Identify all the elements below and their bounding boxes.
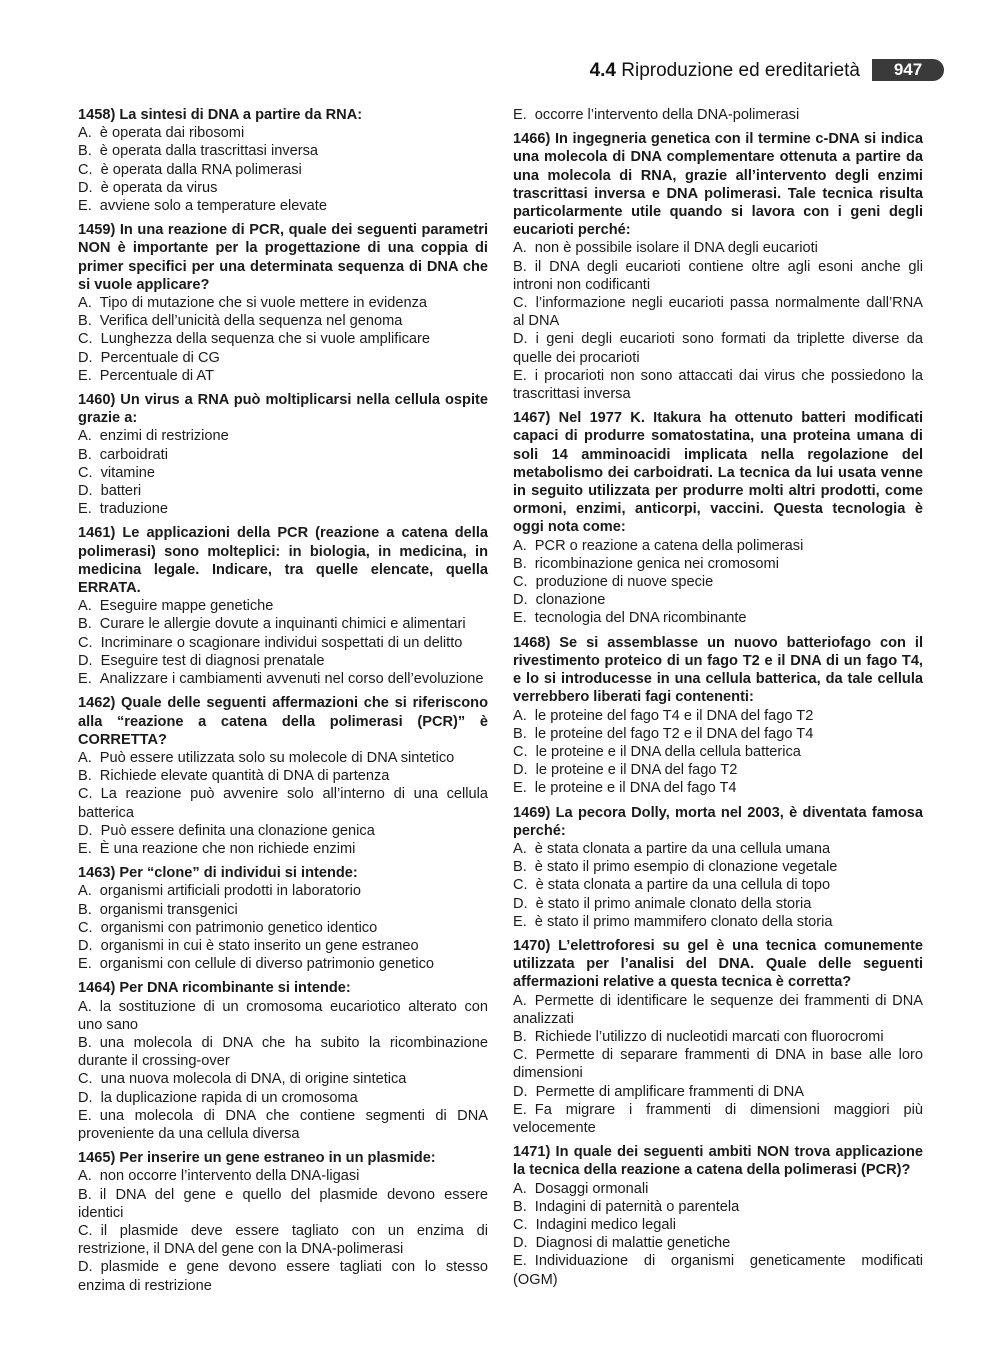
option-text: organismi con patrimonio genetico identico (100, 919, 378, 936)
answer-option (78, 294, 488, 312)
option-letter: A. (78, 598, 92, 615)
left-column (78, 106, 488, 1301)
answer-option (78, 1089, 488, 1107)
option-letter: A. (78, 883, 92, 900)
option-letter: B. (513, 725, 527, 742)
option-letter: A. (513, 1180, 527, 1197)
answer-option (78, 822, 488, 840)
option-text: carboidrati (99, 446, 168, 463)
option-letter: A. (513, 992, 527, 1009)
option-letter: E. (78, 501, 92, 518)
answer-option (513, 1101, 923, 1137)
question (78, 1149, 488, 1295)
option-text: le proteine del fago T4 e il DNA del fago T2 (534, 707, 814, 724)
option-letter: A. (78, 1168, 92, 1185)
question (513, 106, 923, 124)
option-letter: E. (513, 107, 527, 123)
question (78, 391, 488, 518)
answer-option (513, 1028, 923, 1046)
question (513, 130, 923, 403)
option-letter: D. (78, 1259, 93, 1276)
option-text: Può essere definita una clonazione genica (100, 822, 375, 839)
option-letter: D. (78, 822, 93, 839)
answer-option (513, 573, 923, 591)
option-letter: E. (513, 780, 527, 797)
question-text: 1463) Per “clone” di individui si intende: (78, 865, 358, 882)
option-text: Indagini di paternità o parentela (534, 1198, 740, 1215)
option-letter: C. (513, 1216, 528, 1233)
page-header (0, 56, 1000, 86)
answer-option (513, 1198, 923, 1216)
section-title: Riproduzione ed ereditarietà (621, 60, 860, 81)
answer-option (513, 858, 923, 876)
question (78, 694, 488, 858)
option-text: Permette di separare frammenti di DNA in base alle loro dimensioni (513, 1047, 923, 1082)
option-text: è operata dalla RNA polimerasi (100, 161, 302, 178)
option-text: è stata clonata a partire da una cellula umana (534, 840, 831, 857)
option-letter: D. (513, 1083, 528, 1100)
option-text: organismi in cui è stato inserito un gene estraneo (100, 937, 419, 954)
option-letter: C. (78, 331, 93, 348)
option-letter: E. (513, 1253, 527, 1270)
option-text: il DNA degli eucarioti contiene oltre agli esoni anche gli introni non codificanti (513, 258, 923, 293)
option-text: produzione di nuove specie (535, 574, 714, 591)
answer-option (513, 743, 923, 761)
option-text: Analizzare i cambiamenti avvenuti nel corso dell’evoluzione (99, 671, 484, 688)
option-letter: D. (78, 1089, 93, 1106)
answer-option (78, 919, 488, 937)
answer-option (78, 464, 488, 482)
question (513, 634, 923, 798)
answer-option (513, 840, 923, 858)
answer-option (78, 500, 488, 518)
answer-option (78, 749, 488, 767)
option-text: Tipo di mutazione che si vuole mettere in evidenza (99, 295, 427, 312)
question-text: 1462) Quale delle seguenti affermazioni che si riferiscono alla “reazione a catena della polimerasi (PCR)” è CORRETTA? (78, 695, 488, 748)
answer-option (78, 785, 488, 821)
option-text: Richiede elevate quantità di DNA di partenza (99, 768, 390, 785)
answer-option (78, 312, 488, 330)
option-letter: B. (513, 1198, 527, 1215)
option-letter: B. (78, 446, 92, 463)
option-letter: B. (513, 859, 527, 876)
question (513, 804, 923, 931)
option-text: PCR o reazione a catena della polimerasi (534, 537, 804, 554)
answer-option (78, 1070, 488, 1088)
option-text: le proteine e il DNA del fago T2 (535, 762, 738, 779)
option-text: è stata clonata a partire da una cellula di topo (535, 877, 831, 894)
answer-option (513, 761, 923, 779)
option-text: Può essere utilizzata solo su molecole di DNA sintetico (99, 749, 455, 766)
answer-option (513, 779, 923, 797)
option-text: Curare le allergie dovute a inquinanti chimici e alimentari (99, 616, 466, 633)
option-text: i procarioti non sono attaccati dai virus che possiedono la trascrittasi inversa (513, 367, 923, 403)
answer-option (78, 634, 488, 652)
option-text: enzimi di restrizione (99, 428, 229, 445)
option-text: è operata dalla trascrittasi inversa (99, 143, 318, 160)
question-text: 1466) In ingegneria genetica con il termine c-DNA si indica una molecola di DNA complementare ottenuta a partire da una molecola di RNA, grazie all’intervento degli enzimi trascrittasi inversa e DNA polimerasi. Tale tecnica risulta particolarmente utile quando si lavora con i geni degli eucarioti perché: (513, 131, 923, 239)
answer-option (78, 161, 488, 179)
option-letter: C. (78, 919, 93, 936)
section-heading (590, 60, 860, 82)
option-text: Fa migrare i frammenti di dimensioni maggiori più velocemente (513, 1101, 923, 1136)
question (513, 1143, 923, 1289)
answer-option (513, 609, 923, 627)
option-letter: A. (513, 707, 527, 724)
option-text: non è possibile isolare il DNA degli eucarioti (534, 240, 818, 257)
option-letter: A. (78, 749, 92, 766)
option-letter: A. (78, 125, 92, 142)
option-letter: C. (78, 464, 93, 481)
option-letter: D. (78, 349, 93, 366)
answer-option (513, 876, 923, 894)
option-text: occorre l’intervento della DNA-polimerasi (534, 107, 800, 123)
option-text: vitamine (100, 464, 155, 481)
option-text: Individuazione di organismi geneticamente modificati (OGM) (513, 1253, 923, 1288)
option-letter: E. (513, 367, 527, 384)
answer-option (513, 913, 923, 931)
answer-option (78, 349, 488, 367)
page-number: 947 (872, 59, 944, 81)
option-text: Eseguire mappe genetiche (99, 598, 274, 615)
option-text: è stato il primo esempio di clonazione vegetale (534, 859, 838, 876)
answer-option (78, 670, 488, 688)
option-letter: B. (513, 1028, 527, 1045)
answer-option (78, 955, 488, 973)
answer-option (78, 937, 488, 955)
answer-option (78, 882, 488, 900)
option-letter: B. (513, 555, 527, 572)
question-text: 1469) La pecora Dolly, morta nel 2003, è diventata famosa perché: (513, 804, 923, 839)
answer-option (78, 367, 488, 385)
option-text: le proteine e il DNA del fago T4 (534, 780, 737, 797)
option-text: plasmide e gene devono essere tagliati con lo stesso enzima di restrizione (78, 1259, 488, 1294)
answer-option (513, 895, 923, 913)
question-text: 1470) L’elettroforesi su gel è una tecnica comunemente utilizzata per l’analisi del DNA. Quale delle seguenti affermazioni relative a questa tecnica è corretta? (513, 937, 923, 991)
answer-option (513, 591, 923, 609)
option-text: è operata da virus (100, 179, 218, 196)
answer-option (78, 597, 488, 615)
option-letter: D. (78, 937, 93, 954)
option-letter: D. (513, 331, 528, 348)
answer-option (513, 1252, 923, 1288)
answer-option (78, 1034, 488, 1070)
option-text: la duplicazione rapida di un cromosoma (100, 1089, 358, 1106)
answer-option (78, 998, 488, 1034)
option-text: Indagini medico legali (535, 1216, 676, 1233)
option-letter: C. (513, 1047, 528, 1064)
option-letter: C. (78, 634, 93, 651)
option-letter: E. (78, 367, 92, 384)
answer-option (513, 1046, 923, 1082)
option-text: Verifica dell’unicità della sequenza nel genoma (99, 313, 403, 330)
option-text: Permette di identificare le sequenze dei frammenti di DNA analizzati (513, 992, 923, 1027)
option-letter: E. (78, 840, 92, 857)
option-text: il DNA del gene e quello del plasmide devono essere identici (78, 1186, 488, 1221)
option-letter: E. (513, 913, 527, 930)
question-text: 1459) In una reazione di PCR, quale dei seguenti parametri NON è importante per la progettazione di una coppia di primer specifici per una determinata sequenza di DNA che si vuole applicare? (78, 222, 488, 293)
question-text: 1467) Nel 1977 K. Itakura ha ottenuto batteri modificati capaci di produrre somatostatina, una proteina umana di soli 14 amminoacidi implicata nella regolazione del metabolismo dei carboidrati. La tecnica da lui usata venne in seguito utilizzata per produrre molti altri prodotti, come ormoni, enzimi, anticorpi, vaccini. Questa tecnologia è oggi nota come: (513, 410, 923, 536)
answer-option (513, 106, 923, 124)
option-letter: C. (513, 574, 528, 591)
answer-option (513, 294, 923, 330)
answer-option (78, 1222, 488, 1258)
answer-option (78, 615, 488, 633)
answer-option (78, 179, 488, 197)
answer-option (78, 1167, 488, 1185)
section-number: 4.4 (589, 60, 616, 81)
option-text: l’informazione negli eucarioti passa normalmente dall’RNA al DNA (513, 295, 923, 330)
option-text: il plasmide deve essere tagliato con un enzima di restrizione, il DNA del gene con la DNA-polimerasi (78, 1222, 488, 1258)
option-text: è operata dai ribosomi (99, 125, 245, 142)
question (78, 979, 488, 1143)
question-text: 1471) In quale dei seguenti ambiti NON trova applicazione la tecnica della reazione a catena della polimerasi (PCR)? (513, 1144, 923, 1179)
option-letter: D. (513, 762, 528, 779)
option-letter: E. (78, 1107, 92, 1124)
right-column (513, 106, 923, 1295)
option-letter: B. (78, 143, 92, 160)
question (513, 409, 923, 627)
answer-option (78, 427, 488, 445)
option-text: non occorre l’intervento della DNA-ligasi (99, 1168, 360, 1185)
answer-option (513, 367, 923, 403)
question (78, 524, 488, 688)
question (78, 864, 488, 973)
answer-option (513, 1180, 923, 1198)
option-letter: A. (78, 295, 92, 312)
option-text: Lunghezza della sequenza che si vuole amplificare (100, 331, 430, 348)
option-letter: C. (78, 1222, 93, 1239)
question-text: 1465) Per inserire un gene estraneo in un plasmide: (78, 1150, 436, 1167)
answer-option (78, 840, 488, 858)
option-letter: C. (78, 161, 93, 178)
option-letter: B. (513, 258, 527, 275)
answer-option (513, 555, 923, 573)
option-letter: B. (78, 901, 92, 918)
answer-option (513, 1234, 923, 1252)
answer-option (513, 725, 923, 743)
option-letter: D. (78, 179, 93, 196)
option-letter: C. (513, 877, 528, 894)
option-text: ricombinazione genica nei cromosomi (534, 555, 779, 572)
option-text: è stato il primo mammifero clonato della storia (534, 913, 833, 930)
option-letter: B. (78, 616, 92, 633)
option-letter: A. (78, 428, 92, 445)
option-letter: D. (78, 483, 93, 500)
question (78, 106, 488, 215)
answer-option (78, 197, 488, 215)
answer-option (78, 482, 488, 500)
option-letter: A. (513, 537, 527, 554)
answer-option (513, 707, 923, 725)
option-letter: D. (513, 592, 528, 609)
question (513, 937, 923, 1137)
answer-option (78, 142, 488, 160)
question-text: 1461) Le applicazioni della PCR (reazione a catena della polimerasi) sono molteplici: in biologia, in medicina, in medicina legale. Indicare, tra quelle elencate, quella ERRATA. (78, 525, 488, 597)
option-text: Richiede l’utilizzo di nucleotidi marcati con fluorocromi (534, 1028, 884, 1045)
option-text: Percentuale di CG (100, 349, 220, 366)
answer-option (513, 239, 923, 257)
option-text: tecnologia del DNA ricombinante (534, 610, 747, 627)
option-text: è stato il primo animale clonato della storia (535, 895, 812, 912)
option-letter: B. (78, 768, 92, 785)
question-text: 1464) Per DNA ricombinante si intende: (78, 980, 351, 997)
answer-option (78, 767, 488, 785)
option-letter: E. (78, 671, 92, 688)
option-text: i geni degli eucarioti sono formati da triplette diverse da quelle dei procarioti (513, 331, 923, 366)
question-text: 1458) La sintesi di DNA a partire da RNA: (78, 107, 363, 123)
answer-option (513, 258, 923, 294)
option-text: avviene solo a temperature elevate (99, 198, 327, 215)
option-letter: D. (513, 1235, 528, 1252)
answer-option (78, 1258, 488, 1294)
question-text: 1460) Un virus a RNA può moltiplicarsi nella cellula ospite grazie a: (78, 392, 488, 427)
option-letter: A. (513, 840, 527, 857)
option-letter: E. (513, 1101, 527, 1118)
option-letter: C. (78, 786, 93, 803)
option-letter: B. (78, 1186, 92, 1203)
answer-option (78, 1186, 488, 1222)
option-text: una molecola di DNA che ha subito la ricombinazione durante il crossing-over (78, 1034, 488, 1070)
answer-option (78, 652, 488, 670)
option-letter: C. (513, 295, 528, 312)
option-text: organismi con cellule di diverso patrimonio genetico (99, 956, 435, 973)
question-text: 1468) Se si assemblasse un nuovo batteriofago con il rivestimento proteico di un fago T2 e il DNA di un fago T4, e lo si introducesse in una cellula batterica, da tale cellula verrebbero liberati fagi contenenti: (513, 634, 923, 706)
option-letter: A. (78, 998, 92, 1015)
option-text: È una reazione che non richiede enzimi (99, 840, 356, 857)
answer-option (513, 1083, 923, 1101)
option-text: Diagnosi di malattie genetiche (535, 1235, 731, 1252)
option-letter: D. (513, 895, 528, 912)
option-text: le proteine e il DNA della cellula batterica (535, 743, 801, 760)
answer-option (513, 992, 923, 1028)
option-text: batteri (100, 483, 142, 500)
answer-option (78, 330, 488, 348)
option-letter: D. (78, 652, 93, 669)
answer-option (513, 537, 923, 555)
option-letter: A. (513, 240, 527, 257)
option-text: Dosaggi ormonali (534, 1180, 649, 1197)
answer-option (78, 901, 488, 919)
answer-option (513, 330, 923, 366)
answer-option (78, 124, 488, 142)
option-text: la sostituzione di un cromosoma eucariotico alterato con uno sano (78, 998, 488, 1033)
option-text: organismi artificiali prodotti in laboratorio (99, 883, 361, 900)
option-text: le proteine del fago T2 e il DNA del fago T4 (534, 725, 814, 742)
answer-option (78, 446, 488, 464)
option-letter: C. (513, 743, 528, 760)
option-text: una molecola di DNA che contiene segmenti di DNA proveniente da una cellula diversa (78, 1107, 488, 1142)
option-text: Eseguire test di diagnosi prenatale (100, 652, 325, 669)
option-text: clonazione (535, 592, 606, 609)
option-text: Permette di amplificare frammenti di DNA (535, 1083, 805, 1100)
option-text: Percentuale di AT (99, 367, 214, 384)
option-letter: E. (78, 956, 92, 973)
answer-option (513, 1216, 923, 1234)
option-letter: B. (78, 1034, 92, 1051)
option-text: traduzione (99, 501, 168, 518)
option-text: organismi transgenici (99, 901, 238, 918)
option-letter: E. (513, 610, 527, 627)
option-text: Incriminare o scagionare individui sospettati di un delitto (100, 634, 463, 651)
answer-option (78, 1107, 488, 1143)
option-text: La reazione può avvenire solo all’interno di una cellula batterica (78, 786, 488, 821)
option-letter: E. (78, 198, 92, 215)
option-text: una nuova molecola di DNA, di origine sintetica (100, 1071, 407, 1088)
question (78, 221, 488, 385)
option-letter: C. (78, 1071, 93, 1088)
option-letter: B. (78, 313, 92, 330)
